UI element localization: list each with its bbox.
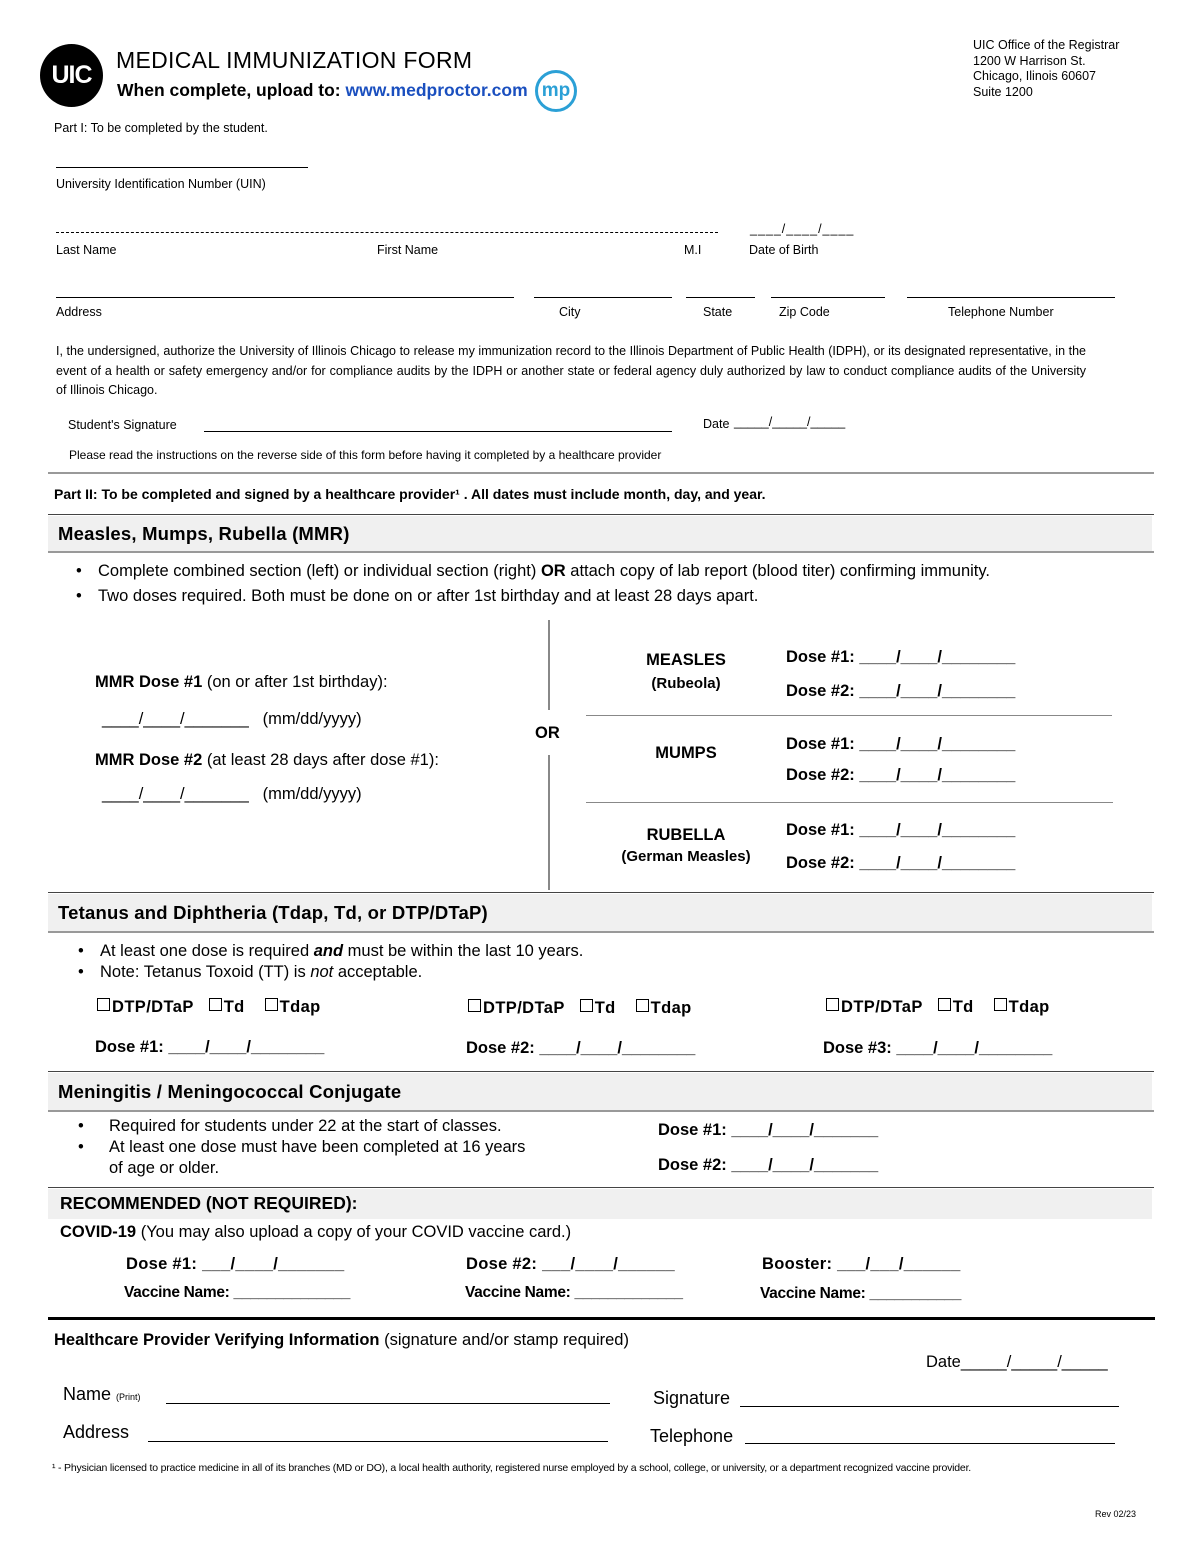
mmr-bullet-1: • Complete combined section (left) or individual section (right) OR attach copy of lab report (blood titer) confirming immunity.	[76, 562, 990, 580]
tetanus-options-2: DTP/DTaP Td Tdap	[468, 999, 692, 1018]
uin-label: University Identification Number (UIN)	[56, 177, 266, 191]
or-divider-bottom	[548, 755, 550, 890]
upload-instruction	[117, 80, 528, 101]
dtp-checkbox[interactable]	[826, 998, 839, 1011]
medproctor-logo: mp	[535, 70, 577, 112]
provider-address-label: Address	[63, 1422, 130, 1442]
covid-vaccine1[interactable]: Vaccine Name: ______________	[124, 1284, 351, 1301]
part-divider	[48, 472, 1154, 474]
provider-name-field[interactable]	[166, 1403, 610, 1404]
covid-dose1[interactable]: Dose #1: ___/____/_______	[126, 1255, 345, 1273]
measles-dose2[interactable]: Dose #2: ____/____/________	[786, 682, 1016, 700]
part2-heading: Part II: To be completed and signed by a healthcare provider¹ . All dates must include month, day, and year.	[54, 486, 766, 502]
zip-label: Zip Code	[779, 305, 830, 319]
last-name-label: Last Name	[56, 243, 117, 257]
phone-label: Telephone Number	[948, 305, 1054, 319]
provider-telephone-label: Telephone	[650, 1426, 734, 1446]
footnote: ¹ - Physician licensed to practice medicine in all of its branches (MD or DO), a local health authority, registered nurse employed by a school, college, or university, or a department recognized vaccine provider.	[52, 1462, 972, 1474]
student-signature-label: Student's Signature	[68, 418, 177, 432]
form-title: MEDICAL IMMUNIZATION FORM	[116, 47, 473, 73]
provider-name-label: Name (Print)	[63, 1384, 141, 1404]
provider-divider	[48, 1317, 1155, 1320]
instructions-note: Please read the instructions on the reverse side of this form before having it completed by a healthcare provider	[69, 448, 662, 462]
tetanus-dose2[interactable]: Dose #2: ____/____/________	[466, 1039, 696, 1057]
or-label: OR	[535, 724, 560, 742]
recommended-title: RECOMMENDED (NOT REQUIRED):	[60, 1193, 358, 1213]
measles-dose1[interactable]: Dose #1: ____/____/________	[786, 648, 1016, 666]
state-field[interactable]	[686, 297, 755, 298]
tetanus-options-1: DTP/DTaP Td Tdap	[97, 998, 321, 1017]
dob-field[interactable]: ____/____/____	[750, 222, 855, 236]
mumps-label: MUMPS	[655, 744, 717, 762]
td-checkbox[interactable]	[938, 998, 951, 1011]
meningitis-dose1[interactable]: Dose #1: ____/____/_______	[658, 1121, 879, 1139]
phone-field[interactable]	[907, 297, 1115, 298]
rubella-sublabel: (German Measles)	[621, 848, 751, 865]
covid-heading: COVID-19 (You may also upload a copy of your COVID vaccine card.)	[60, 1223, 572, 1241]
tetanus-bottom-rule	[48, 931, 1154, 933]
dob-label: Date of Birth	[749, 243, 819, 257]
mumps-dose2[interactable]: Dose #2: ____/____/________	[786, 766, 1016, 784]
uic-logo: UIC	[40, 44, 103, 107]
mmr-bottom-rule	[48, 551, 1154, 553]
covid-dose2[interactable]: Dose #2: ___/____/______	[466, 1255, 676, 1273]
mmr-bullet-2: • Two doses required. Both must be done on or after 1st birthday and at least 28 days apart.	[76, 587, 759, 605]
measles-label: MEASLES	[646, 651, 726, 669]
part1-heading: Part I: To be completed by the student.	[54, 121, 268, 135]
upload-prefix: When complete, upload to:	[117, 80, 341, 100]
student-date-field[interactable]: _____/_____/_____	[734, 415, 846, 429]
city-label: City	[559, 305, 581, 319]
mumps-rule	[586, 802, 1113, 803]
city-field[interactable]	[534, 297, 672, 298]
rubella-dose1[interactable]: Dose #1: ____/____/________	[786, 821, 1016, 839]
mi-label: M.I	[684, 243, 702, 257]
meningitis-section-title: Meningitis / Meningococcal Conjugate	[48, 1073, 1152, 1110]
provider-date[interactable]: Date_____/_____/_____	[926, 1353, 1108, 1371]
td-checkbox[interactable]	[580, 999, 593, 1012]
dtp-checkbox[interactable]	[97, 998, 110, 1011]
name-field[interactable]	[56, 232, 718, 233]
meningitis-top-rule	[48, 1071, 1154, 1072]
address-label: Address	[56, 305, 102, 319]
address-field[interactable]	[56, 297, 514, 298]
dtp-checkbox[interactable]	[468, 999, 481, 1012]
mmr-dose1-field[interactable]: ____/____/_______ (mm/dd/yyyy)	[102, 710, 362, 728]
provider-telephone-field[interactable]	[745, 1443, 1115, 1444]
tetanus-options-3: DTP/DTaP Td Tdap	[826, 998, 1050, 1017]
measles-sublabel: (Rubeola)	[651, 675, 721, 692]
tetanus-bullet-1: • At least one dose is required and must be within the last 10 years.	[78, 942, 584, 960]
covid-vaccine2[interactable]: Vaccine Name: _____________	[465, 1284, 683, 1301]
tetanus-dose3[interactable]: Dose #3: ____/____/________	[823, 1039, 1053, 1057]
tdap-checkbox[interactable]	[994, 998, 1007, 1011]
td-checkbox[interactable]	[209, 998, 222, 1011]
provider-signature-label: Signature	[653, 1388, 731, 1408]
covid-vaccine3[interactable]: Vaccine Name: ___________	[760, 1285, 962, 1302]
provider-signature-field[interactable]	[740, 1406, 1119, 1407]
rubella-dose2[interactable]: Dose #2: ____/____/________	[786, 854, 1016, 872]
mmr-dose2-label: MMR Dose #2 (at least 28 days after dose #1):	[95, 751, 439, 769]
covid-booster[interactable]: Booster: ___/___/______	[762, 1255, 961, 1273]
revision-date: Rev 02/23	[1094, 1509, 1136, 1519]
student-date-label: Date	[703, 417, 730, 431]
tdap-checkbox[interactable]	[265, 998, 278, 1011]
mmr-dose2-field[interactable]: ____/____/_______ (mm/dd/yyyy)	[102, 785, 362, 803]
tdap-checkbox[interactable]	[636, 999, 649, 1012]
tetanus-bullet-2: • Note: Tetanus Toxoid (TT) is not acceptable.	[78, 963, 423, 981]
mmr-top-rule	[48, 514, 1154, 515]
provider-heading: Healthcare Provider Verifying Information (signature and/or stamp required)	[54, 1331, 629, 1349]
zip-field[interactable]	[771, 297, 885, 298]
meningitis-bullet-2: • At least one dose must have been completed at 16 years	[78, 1138, 526, 1156]
authorization-text: I, the undersigned, authorize the University of Illinois Chicago to release my immunization record to the Illinois Department of Public Health (IDPH), or its designated representative, in the event of a health or safety emergency and/or for compliance audits by the IDPH or another state or federal agency duly authorized by law to conduct compliance audits of the University of Illinois Chicago.	[56, 344, 1086, 397]
mmr-section-title: Measles, Mumps, Rubella (MMR)	[48, 516, 1152, 551]
meningitis-dose2[interactable]: Dose #2: ____/____/_______	[658, 1156, 879, 1174]
meningitis-bullet-2-cont: of age or older.	[109, 1159, 220, 1177]
medproctor-link[interactable]: www.medproctor.com	[345, 80, 528, 100]
tetanus-dose1[interactable]: Dose #1: ____/____/________	[95, 1038, 325, 1056]
student-signature-field[interactable]	[204, 431, 672, 432]
or-divider-top	[548, 620, 550, 710]
first-name-label: First Name	[377, 243, 439, 257]
mmr-dose1-label: MMR Dose #1 (on or after 1st birthday):	[95, 673, 388, 691]
meningitis-bullet-1: • Required for students under 22 at the start of classes.	[78, 1117, 502, 1135]
meningitis-bottom-rule	[48, 1110, 1154, 1112]
measles-rule	[586, 715, 1112, 716]
rubella-label: RUBELLA	[646, 826, 726, 844]
registrar-address: UIC Office of the Registrar 1200 W Harrison St. Chicago, Ilinois 60607 Suite 1200	[973, 38, 1120, 99]
recommended-top-rule	[48, 1187, 1154, 1188]
provider-address-field[interactable]	[148, 1441, 608, 1442]
tetanus-section-title: Tetanus and Diphtheria (Tdap, Td, or DTP/DTaP)	[48, 894, 1152, 931]
state-label: State	[703, 305, 733, 319]
tetanus-top-rule	[48, 892, 1154, 893]
mumps-dose1[interactable]: Dose #1: ____/____/________	[786, 735, 1016, 753]
uin-field[interactable]	[56, 167, 308, 168]
